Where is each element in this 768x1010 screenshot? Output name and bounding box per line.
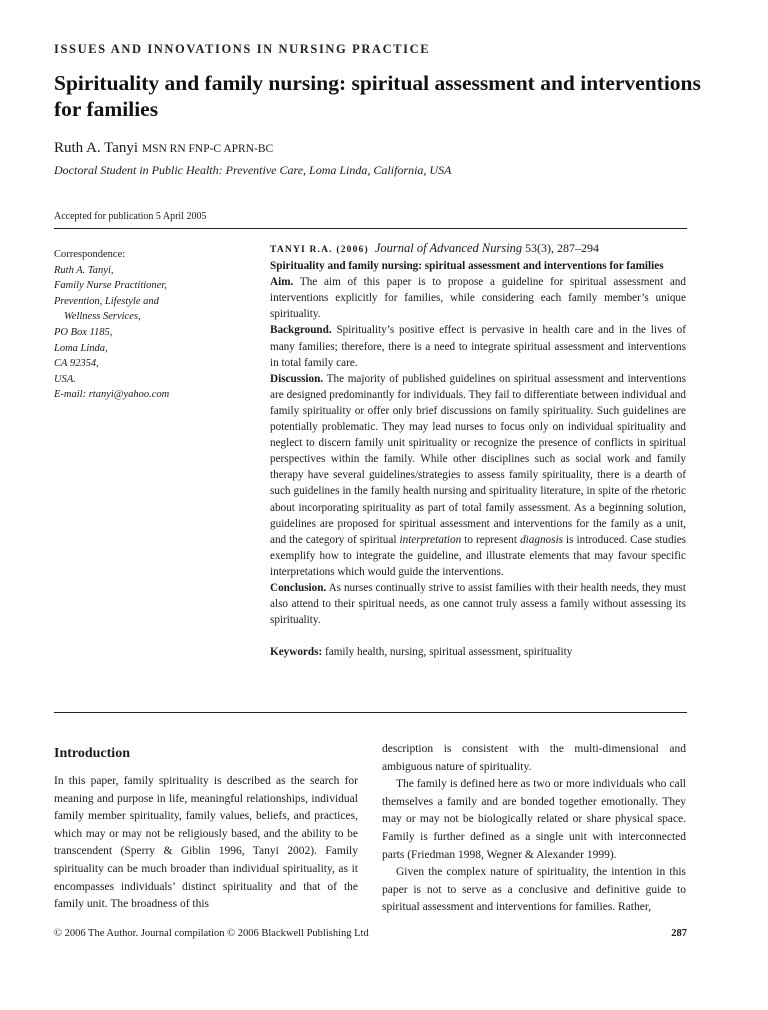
body-column-left	[54, 745, 358, 914]
citation-volume: 53(3), 287–294	[524, 241, 599, 255]
aim-label: Aim.	[270, 276, 294, 289]
citation-author: TANYI R.A. (2006)	[270, 245, 369, 255]
page-number: 287	[671, 928, 687, 939]
footer-copyright: © 2006 The Author. Journal compilation © 2006 Blackwell Publishing Ltd	[54, 928, 369, 939]
abstract-conclusion	[270, 580, 686, 628]
abstract-citation	[270, 240, 686, 258]
correspondence-heading: Correspondence:	[54, 249, 126, 260]
correspondence-line: Loma Linda,	[54, 342, 108, 354]
abstract-rule	[54, 712, 687, 713]
conclusion-text: As nurses continually strive to assist families with their health needs, they must also attend to their spiritual needs, as one cannot truly assess a family without assessing its spirituality.	[270, 581, 686, 627]
correspondence-line: Family Nurse Practitioner,	[54, 280, 167, 292]
article-title: Spirituality and family nursing: spiritual assessment and interventions for families	[54, 71, 701, 121]
body-column-right	[382, 741, 686, 917]
page-footer	[54, 928, 687, 939]
author-credentials: MSN RN FNP-C APRN-BC	[141, 143, 274, 155]
correspondence-block	[54, 247, 254, 403]
citation-journal: Journal of Advanced Nursing	[374, 241, 523, 255]
author-name: Ruth A. Tanyi	[54, 140, 139, 156]
background-label: Background.	[270, 324, 332, 337]
body-paragraph: description is consistent with the multi-dimensional and ambiguous nature of spirituality.	[382, 743, 686, 773]
background-text: Spirituality’s positive effect is pervasive in health care and in the lives of many families; therefore, there is a need to integrate spiritual assessment and interventions in total family care.	[270, 324, 686, 369]
abstract-discussion	[270, 371, 686, 580]
keywords-text: family health, nursing, spiritual assessment, spirituality	[325, 646, 573, 659]
discussion-label: Discussion.	[270, 372, 324, 385]
abstract-aim	[270, 274, 686, 322]
correspondence-email: E-mail: rtanyi@yahoo.com	[54, 389, 170, 401]
author-line	[54, 140, 273, 157]
introduction-paragraph: In this paper, family spirituality is described as the search for meaning and purpose in life, meaningful relationships, individual family member spirituality, family values, beliefs, and practices, which may or may not be religiously based, and the ability to be transcendent (Sperry & Giblin 1996, Tanyi 2002). Family spirituality can be much broader than individual spirituality, as it encompasses individuals’ distinct spirituality and that of the family unit. The broadness of this	[54, 775, 358, 911]
conclusion-label: Conclusion.	[270, 581, 327, 594]
abstract-background	[270, 322, 686, 370]
correspondence-line: CA 92354,	[54, 358, 99, 370]
discussion-text: is introduced. Case studies exemplify how to integrate the guideline, and illustrate elements that may favour specific interpretations which would guide the interventions.	[270, 533, 687, 578]
section-heading: ISSUES AND INNOVATIONS IN NURSING PRACTICE	[54, 42, 431, 56]
introduction-heading: Introduction	[54, 746, 130, 761]
discussion-emphasis: interpretation	[399, 533, 462, 546]
abstract-keywords	[270, 644, 686, 660]
abstract-title: Spirituality and family nursing: spiritual assessment and interventions for families	[270, 260, 664, 273]
discussion-emphasis: diagnosis	[520, 533, 563, 546]
body-paragraph: Given the complex nature of spirituality, the intention in this paper is not to serve as a conclusive and definitive guide to spiritual assessment and interventions for families. Rather,	[382, 866, 686, 914]
correspondence-line: Prevention, Lifestyle and	[54, 295, 159, 307]
correspondence-line: Ruth A. Tanyi,	[54, 264, 114, 276]
correspondence-line: USA.	[54, 373, 76, 385]
author-affiliation: Doctoral Student in Public Health: Preventive Care, Loma Linda, California, USA	[54, 163, 452, 177]
abstract-block	[270, 240, 686, 660]
discussion-text: to represent	[464, 533, 518, 546]
correspondence-line: Wellness Services,	[64, 311, 141, 323]
header-rule	[54, 228, 687, 229]
keywords-label: Keywords:	[270, 646, 323, 659]
discussion-text: The majority of published guidelines on spiritual assessment and interventions are designed predominantly for individuals. They fail to differentiate between individual and family spirituality or offer only brief discussions on family spirituality. Such guidelines are potentially problematic. They may lead nurses to focus only on individual spirituality and neglect to discern family unit spirituality or recognize the presence of conflicts in spiritual perspectives within the family. While other disciplines such as social work and family therapy have several guidelines/strategies to assess family spirituality, there is a dearth of such guidelines in the family health nursing and spirituality literature, in spite of the rhetoric about incorporating spirituality as part of total family assessment. As a beginning solution, guidelines are proposed for spiritual assessment and interventions for the family as a unit, and the category of spiritual	[270, 372, 686, 546]
accepted-date: Accepted for publication 5 April 2005	[54, 211, 207, 222]
correspondence-line: PO Box 1185,	[54, 326, 113, 338]
aim-text: The aim of this paper is to propose a guideline for spiritual assessment and interventions explicitly for families, while considering each family member’s unique spirituality.	[270, 276, 686, 321]
body-paragraph: The family is defined here as two or more individuals who call themselves a family and are bonded together emotionally. They may or may not be biologically related or share physical space. Family is further defined as a single unit with interconnected parts (Friedman 1998, Wegner & Alexander 1999).	[382, 778, 686, 861]
